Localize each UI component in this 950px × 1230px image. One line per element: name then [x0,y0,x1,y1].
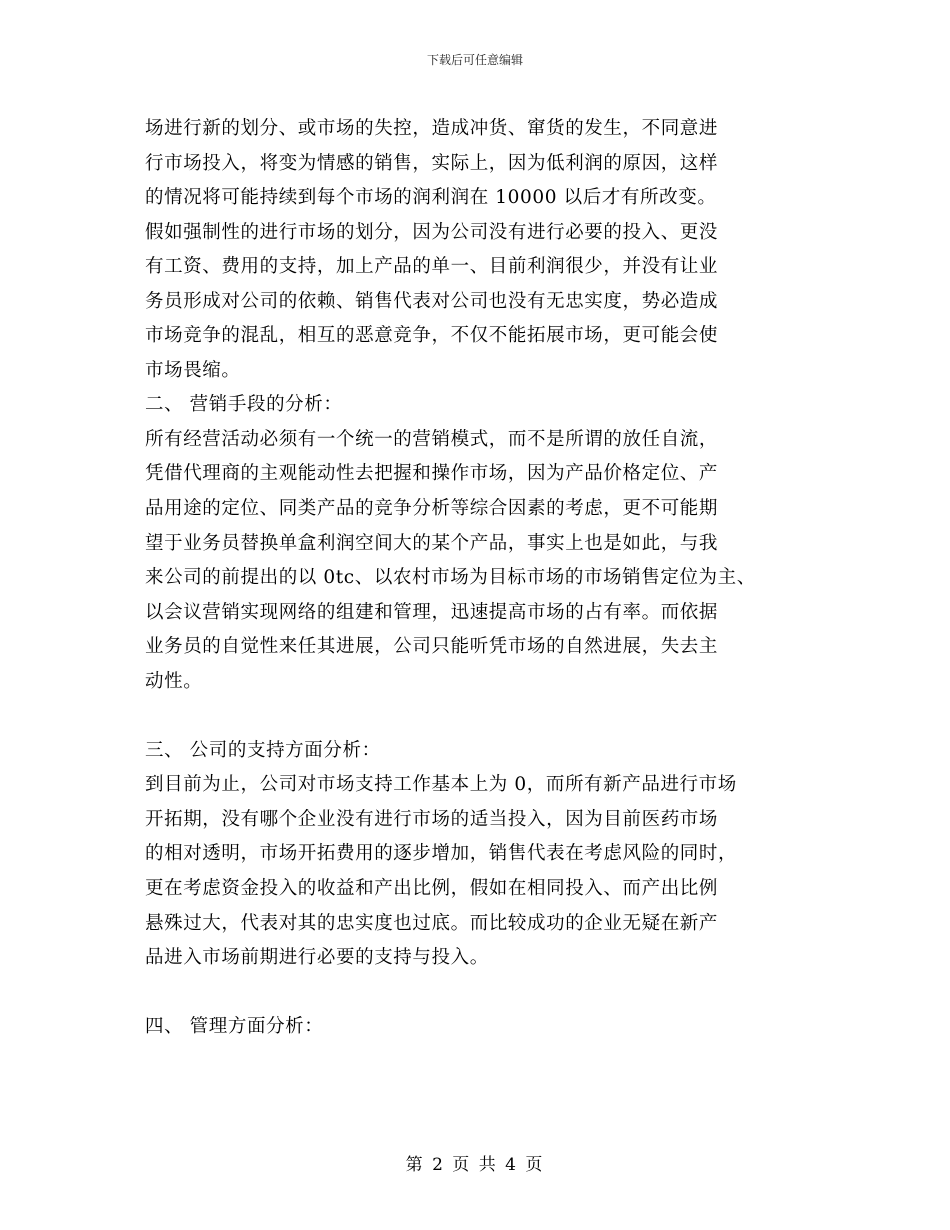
text-line: 品用途的定位、同类产品的竞争分析等综合因素的考虑，更不可能期 [145,498,719,520]
section-heading-4: 四、 管理方面分析： [145,1016,324,1038]
section-heading-2: 二、 营销手段的分析： [145,394,343,416]
section-heading-3: 三、 公司的支持方面分析： [145,739,381,761]
page-number: 第 2 页 共 4 页 [405,1155,545,1175]
text-line: 业务员的自觉性来任其进展，公司只能听凭市场的自然进展，失去主 [145,636,719,658]
text-line: 望于业务员替换单盒利润空间大的某个产品，事实上也是如此，与我 [145,532,719,554]
text-line: 市场畏缩。 [145,359,241,381]
text-line: 悬殊过大，代表对其的忠实度也过底。而比较成功的企业无疑在新产 [145,912,719,934]
text-line: 务员形成对公司的依赖、销售代表对公司也没有无忠实度，势必造成 [145,290,719,312]
text-line: 品进入市场前期进行必要的支持与投入。 [145,947,489,969]
text-line: 更在考虑资金投入的收益和产出比例，假如在相同投入、而产出比例 [145,878,719,900]
text-line: 市场竞争的混乱，相互的恶意竞争，不仅不能拓展市场，更可能会使 [145,325,719,347]
text-line: 所有经营活动必须有一个统一的营销模式，而不是所谓的放任自流， [145,428,719,450]
text-line: 动性。 [145,670,203,692]
text-line: 到目前为止，公司对市场支持工作基本上为 0，而所有新产品进行市场 [145,774,737,796]
text-line: 来公司的前提出的以 0tc、以农村市场为目标市场的市场销售定位为主、 [145,567,756,589]
text-line: 凭借代理商的主观能动性去把握和操作市场，因为产品价格定位、产 [145,463,719,485]
text-line: 以会议营销实现网络的组建和管理，迅速提高市场的占有率。而依据 [145,601,719,623]
text-line: 的情况将可能持续到每个市场的润利润在 10000 以后才有所改变。 [145,187,717,209]
text-line: 场进行新的划分、或市场的失控，造成冲货、窜货的发生，不同意进 [145,118,719,139]
blank-line [145,699,825,734]
text-line: 有工资、费用的支持，加上产品的单一、目前利润很少，并没有让业 [145,256,719,278]
text-line: 的相对透明，市场开拓费用的逐步增加，销售代表在考虑风险的同时， [145,843,738,865]
document-body [145,112,825,1045]
text-line: 行市场投入，将变为情感的销售，实际上，因为低利润的原因，这样 [145,152,719,174]
blank-line [145,976,825,1011]
text-line: 假如强制性的进行市场的划分，因为公司没有进行必要的投入、更没 [145,221,719,243]
text-line: 开拓期，没有哪个企业没有进行市场的适当投入，因为目前医药市场 [145,808,719,830]
page-header: 下载后可任意编辑 [426,53,523,67]
